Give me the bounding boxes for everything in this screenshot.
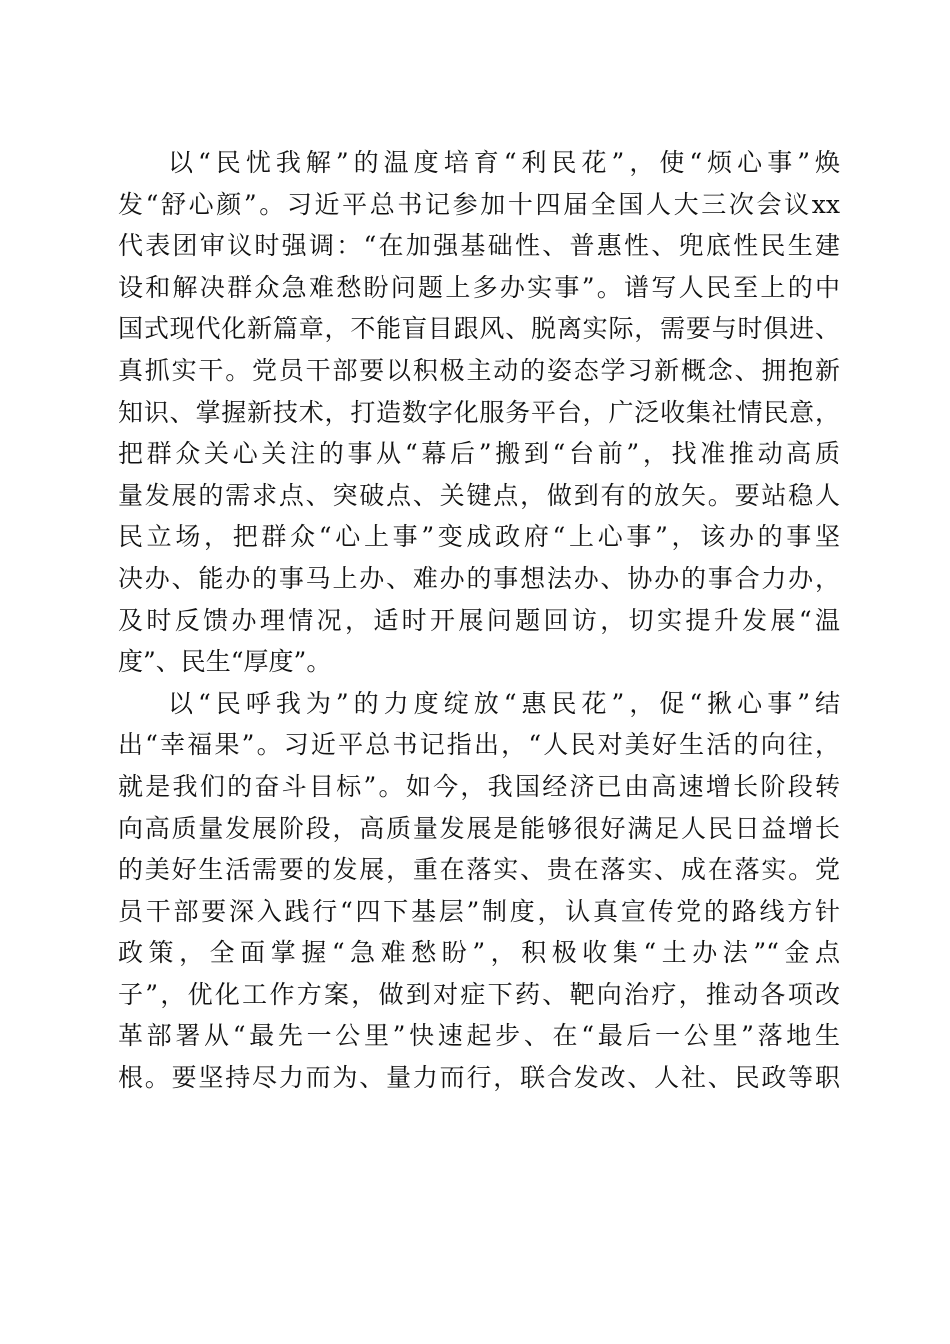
- text-line: 度”、民生“厚度”。: [118, 647, 332, 677]
- text-line: 子”，优化工作方案，做到对症下药、靶向治疗，推动各项改: [118, 979, 840, 1009]
- text-line: 以“民忧我解”的温度培育“利民花”，使“烦心事”焕: [168, 148, 840, 177]
- text-line: 量发展的需求点、突破点、关键点，做到有的放矢。要站稳人: [118, 480, 840, 510]
- text-line: 革部署从“最先一公里”快速起步、在“最后一公里”落地生: [118, 1021, 840, 1051]
- text-line: 的美好生活需要的发展，重在落实、贵在落实、成在落实。党: [118, 855, 840, 885]
- text-line: 国式现代化新篇章，不能盲目跟风、脱离实际，需要与时俱进、: [118, 314, 840, 344]
- text-line: 以“民呼我为”的力度绽放“惠民花”，促“揪心事”结: [168, 688, 840, 718]
- text-line: 知识、掌握新技术，打造数字化服务平台，广泛收集社情民意，: [118, 397, 840, 427]
- text-line: 政策，全面掌握“急难愁盼”，积极收集“土办法”“金点: [118, 938, 840, 968]
- text-line: 根。要坚持尽力而为、量力而行，联合发改、人社、民政等职: [118, 1063, 840, 1093]
- text-line: 出“幸福果”。习近平总书记指出，“人民对美好生活的向往，: [118, 730, 840, 760]
- text-line: 把群众关心关注的事从“幕后”搬到“台前”，找准推动高质: [118, 439, 840, 469]
- text-line: 就是我们的奋斗目标”。如今，我国经济已由高速增长阶段转: [118, 771, 840, 801]
- text-line: 及时反馈办理情况，适时开展问题回访，切实提升发展“温: [118, 605, 840, 635]
- text-line: 真抓实干。党员干部要以积极主动的姿态学习新概念、拥抱新: [118, 355, 840, 385]
- document-body: [118, 142, 840, 1099]
- text-line: 员干部要深入践行“四下基层”制度，认真宣传党的路线方针: [118, 896, 840, 926]
- text-line: 设和解决群众急难愁盼问题上多办实事”。谱写人民至上的中: [118, 272, 840, 302]
- paragraph-1: [118, 142, 840, 683]
- text-line: 代表团审议时强调：“在加强基础性、普惠性、兜底性民生建: [118, 231, 840, 261]
- text-line: 向高质量发展阶段，高质量发展是能够很好满足人民日益增长: [118, 813, 840, 843]
- text-line: 民立场，把群众“心上事”变成政府“上心事”，该办的事坚: [118, 522, 840, 552]
- text-line: 决办、能办的事马上办、难办的事想法办、协办的事合力办，: [118, 563, 840, 593]
- paragraph-2: [118, 683, 840, 1099]
- text-line: 发“舒心颜”。习近平总书记参加十四届全国人大三次会议xx: [118, 189, 840, 219]
